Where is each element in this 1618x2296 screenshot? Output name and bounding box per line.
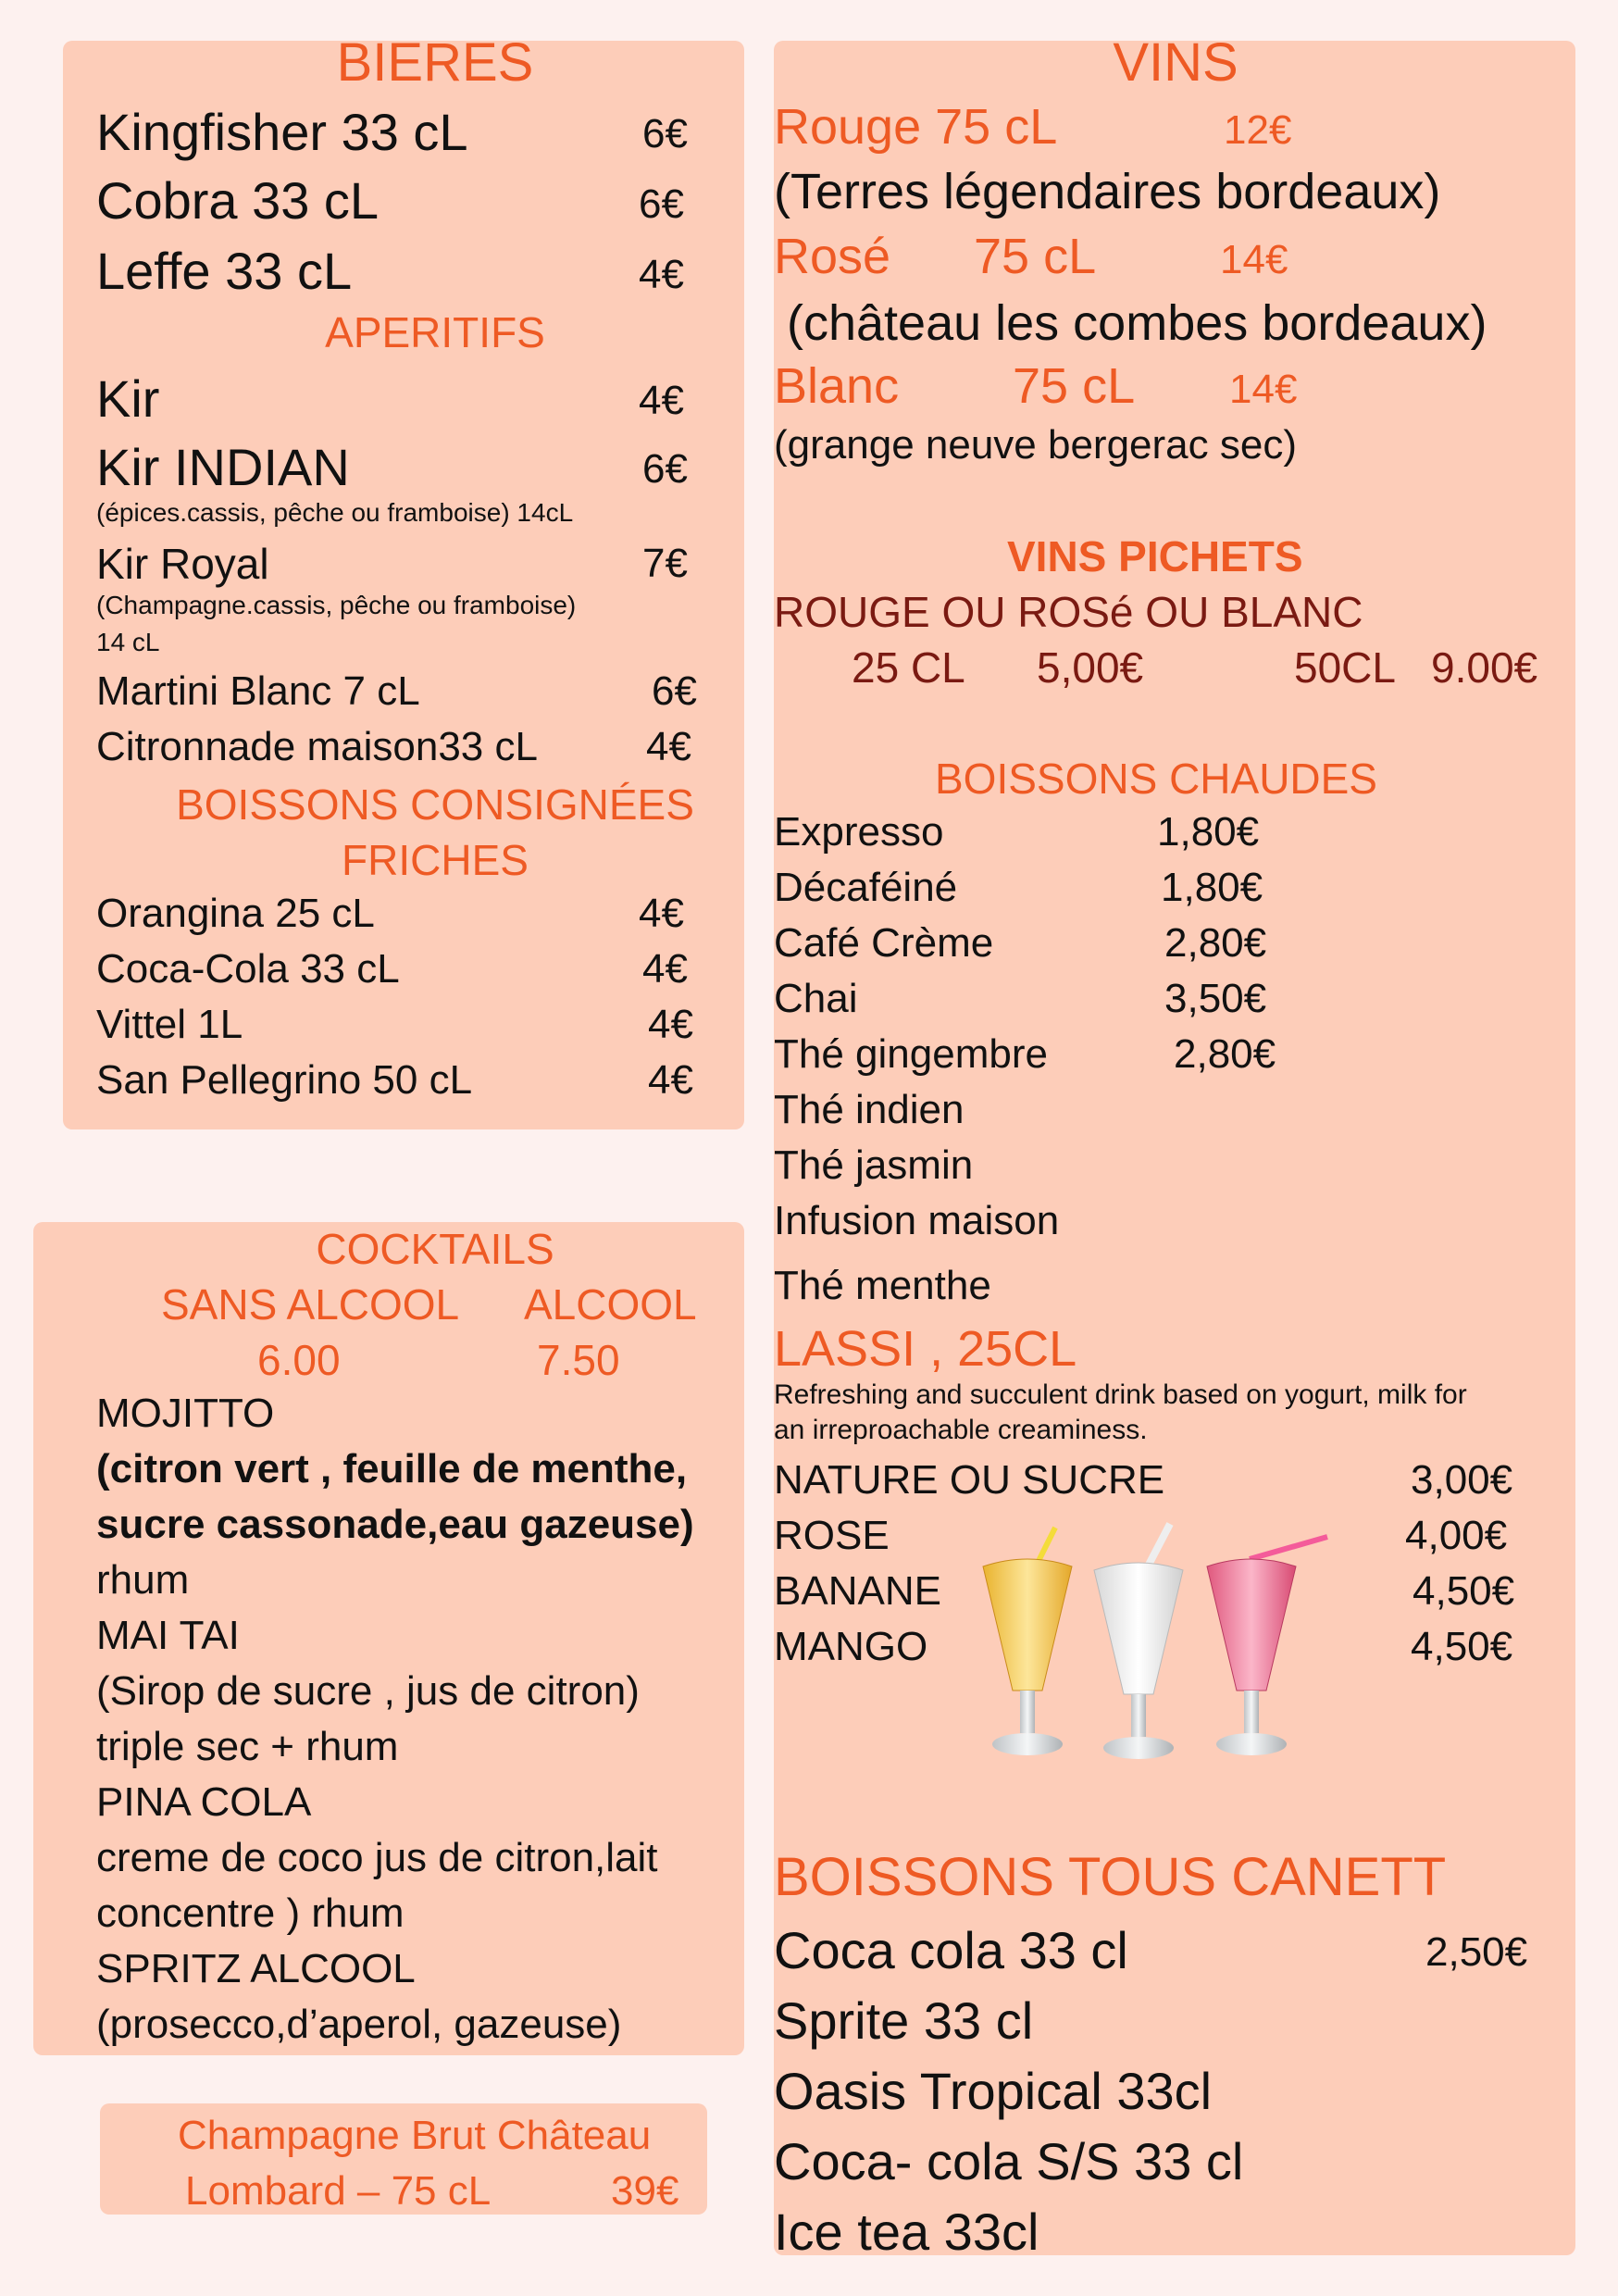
pichets-title: VINS PICHETS [1007,532,1303,580]
champagne-line1: Champagne Brut Château [178,2113,652,2158]
pichets-subtitle: ROUGE OU ROSé OU BLANC [774,588,1363,636]
chaude-name: Expresso [774,809,944,855]
vin-blanc-desc: (grange neuve bergerac sec) [774,422,1297,468]
lassi-desc: an irreproachable creaminess. [774,1415,1148,1445]
champagne-price: 39€ [611,2168,679,2214]
vin-rouge-desc: (Terres légendaires bordeaux) [774,164,1441,219]
chaude-price: 2,80€ [1174,1031,1276,1077]
biere-name: Kingfisher 33 cL [96,103,468,161]
chaude-price: 2,80€ [1164,920,1267,966]
kir-indian-name: Kir INDIAN [96,438,350,496]
cocktail-line: rhum [96,1557,190,1603]
kir-royal-note: 14 cL [96,628,160,656]
pichets-price1: 5,00€ [1037,643,1144,692]
cocktail-line: concentre ) rhum [96,1890,404,1936]
canette-name: Sprite 33 cl [774,1991,1034,2050]
canette-name: Coca- cola S/S 33 cl [774,2132,1244,2190]
chaude-name: Chai [774,976,858,1021]
consignee-price: 4€ [639,891,684,936]
lassi-glasses-illustration [972,1518,1361,1778]
kir-royal-note: (Champagne.cassis, pêche ou framboise) [96,591,577,619]
cocktail-line: SPRITZ ALCOOL [96,1946,416,1991]
consignee-name: Orangina 25 cL [96,891,375,936]
lassi-price: 4,50€ [1411,1624,1513,1669]
lassi-name: ROSE [774,1513,890,1558]
lassi-desc: Refreshing and succulent drink based on yogurt, milk for [774,1379,1467,1410]
chaudes-title: BOISSONS CHAUDES [935,755,1377,803]
biere-price: 4€ [639,252,684,297]
vin-blanc-price: 14€ [1229,367,1298,412]
cocktail-line: (prosecco,d’aperol, gazeuse) [96,2002,622,2047]
vins-title: VINS [1113,32,1238,93]
lassi-name: BANANE [774,1568,941,1614]
chaude-price: 3,50€ [1164,976,1267,1021]
lassi-name: NATURE OU SUCRE [774,1457,1165,1503]
pichets-size2: 50CL [1294,643,1396,692]
kir-indian-note: (épices.cassis, pêche ou framboise) 14cL [96,498,574,527]
citronnade-price: 4€ [646,724,691,769]
pichets-size1: 25 CL [852,643,965,692]
consignees-title: BOISSONS CONSIGNÉES [176,780,694,829]
chaude-name: Décaféiné [774,865,958,910]
kir-royal-name: Kir Royal [96,540,269,588]
cocktail-line: sucre cassonade,eau gazeuse) [96,1502,694,1547]
consignee-price: 4€ [648,1002,693,1047]
cocktails-title: COCKTAILS [316,1225,554,1273]
biere-price: 6€ [642,111,688,156]
aperitifs-title: APERITIFS [325,308,545,356]
citronnade-name: Citronnade maison33 cL [96,724,538,769]
cocktail-line: (citron vert , feuille de menthe, [96,1446,688,1491]
cocktails-price-sans: 6.00 [257,1336,341,1384]
cocktails-price-alcool: 7.50 [537,1336,620,1384]
white-lassi-glass [1094,1524,1183,1759]
vin-rose-desc: (château les combes bordeaux) [787,295,1487,351]
consignees-subtitle: FRICHES [342,836,529,884]
consignee-name: Vittel 1L [96,1002,243,1047]
biere-name: Cobra 33 cL [96,171,380,230]
vin-rose-price: 14€ [1220,237,1288,282]
pink-lassi-glass [1207,1537,1327,1755]
vin-blanc-size: 75 cL [1013,358,1136,414]
consignee-price: 4€ [648,1057,693,1103]
biere-name: Leffe 33 cL [96,242,353,300]
chaude-price: 1,80€ [1161,865,1263,910]
lassi-name: MANGO [774,1624,928,1669]
cocktail-line: PINA COLA [96,1779,312,1825]
vin-rose-name: Rosé [774,229,891,284]
chaude-name: Infusion maison [774,1198,1060,1243]
vin-rose-size: 75 cL [974,229,1097,284]
cocktails-col-alcool: ALCOOL [524,1280,697,1329]
canette-name: Coca cola 33 cl [774,1921,1128,1979]
vin-rouge-name: Rouge 75 cL [774,99,1058,155]
canette-price: 2,50€ [1425,1929,1528,1975]
vin-blanc-name: Blanc [774,358,900,414]
kir-name: Kir [96,369,160,428]
chaude-name: Thé menthe [774,1263,991,1308]
biere-price: 6€ [639,181,684,227]
consignee-price: 4€ [642,946,688,992]
consignee-name: San Pellegrino 50 cL [96,1057,473,1103]
martini-price: 6€ [652,668,697,714]
cocktail-line: triple sec + rhum [96,1724,399,1769]
cocktail-line: MAI TAI [96,1613,240,1658]
lassi-title: LASSI , 25CL [774,1321,1077,1377]
chaude-name: Thé indien [774,1087,965,1132]
canettes-title: BOISSONS TOUS CANETT [774,1847,1447,1907]
canette-name: Ice tea 33cl [774,2202,1039,2261]
kir-indian-price: 6€ [642,446,688,492]
lassi-price: 3,00€ [1411,1457,1513,1503]
cocktail-line: (Sirop de sucre , jus de citron) [96,1668,640,1714]
cocktail-line: creme de coco jus de citron,lait [96,1835,658,1880]
chaude-name: Thé jasmin [774,1142,974,1188]
champagne-line2: Lombard – 75 cL [185,2168,492,2214]
chaude-name: Thé gingembre [774,1031,1048,1077]
yellow-lassi-glass [983,1528,1072,1755]
martini-name: Martini Blanc 7 cL [96,668,420,714]
lassi-price: 4,00€ [1405,1513,1508,1558]
kir-price: 4€ [639,378,684,423]
consignee-name: Coca-Cola 33 cL [96,946,400,992]
chaude-price: 1,80€ [1157,809,1260,855]
cocktails-col-sans: SANS ALCOOL [161,1280,460,1329]
cocktail-line: MOJITTO [96,1391,275,1436]
chaude-name: Café Crème [774,920,994,966]
canette-name: Oasis Tropical 33cl [774,2062,1213,2120]
bieres-title: BIERES [336,32,534,93]
lassi-price: 4,50€ [1413,1568,1515,1614]
pichets-price2: 9.00€ [1431,643,1538,692]
vin-rouge-price: 12€ [1224,107,1292,153]
kir-royal-price: 7€ [642,541,688,586]
